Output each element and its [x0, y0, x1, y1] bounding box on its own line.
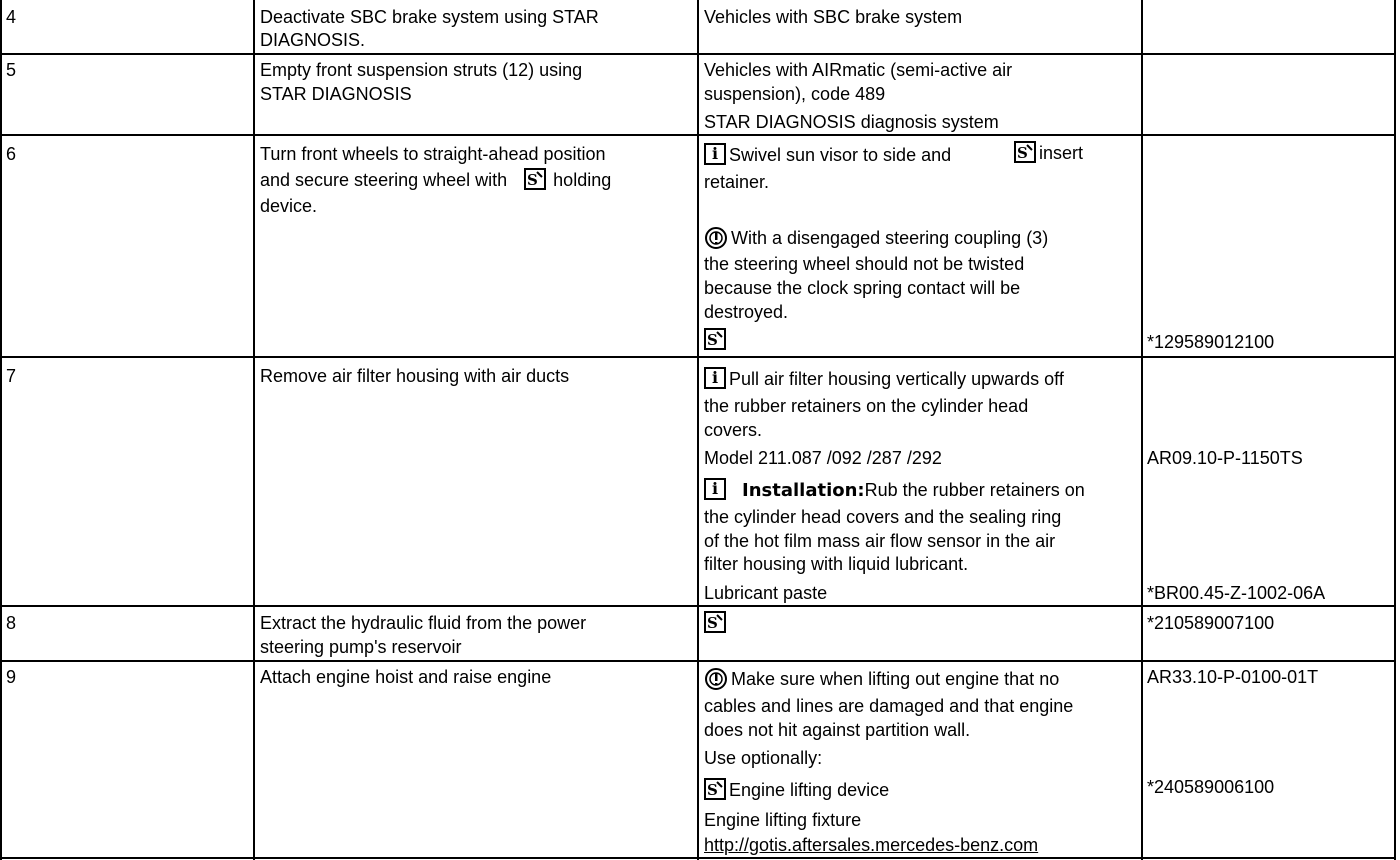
- operation-text: Deactivate SBC brake system using STAR: [260, 7, 599, 27]
- operation-text: STAR DIAGNOSIS: [260, 84, 412, 104]
- special-tool-icon: [1014, 141, 1036, 163]
- note-text: S Engine lifting device: [704, 778, 889, 802]
- reference-number: *129589012100: [1147, 332, 1275, 352]
- note-text: Engine lifting fixture: [704, 810, 862, 830]
- note-text: S insert: [1014, 141, 1083, 165]
- special-tool-icon: [524, 168, 546, 190]
- special-tool-icon: [704, 778, 726, 800]
- column-divider-2: [697, 0, 699, 860]
- operation-text: holding: [553, 170, 612, 190]
- operation-text: Empty front suspension struts (12) using: [260, 60, 583, 80]
- operation-text: Extract the hydraulic fluid from the power: [260, 613, 587, 633]
- operation-text: and secure steering wheel with: [260, 170, 508, 190]
- svg-text:S: S: [527, 171, 538, 189]
- info-icon: i: [704, 478, 726, 500]
- reference-number: *BR00.45-Z-1002-06A: [1147, 583, 1326, 603]
- row-divider: [0, 660, 1396, 662]
- step-number: 9: [6, 667, 17, 687]
- warning-icon: [704, 226, 728, 250]
- row-divider: [0, 605, 1396, 607]
- note-text: [704, 328, 729, 352]
- note-text: the rubber retainers on the cylinder head: [704, 396, 1029, 416]
- special-tool-icon: [704, 328, 726, 350]
- note-text: With a disengaged steering coupling (3): [704, 226, 1048, 250]
- step-number: 6: [6, 144, 17, 164]
- note-text: Vehicles with SBC brake system: [704, 7, 963, 27]
- step-number: 5: [6, 60, 17, 80]
- column-divider-3: [1141, 0, 1143, 860]
- step-number: 7: [6, 366, 17, 386]
- operation-text: device.: [260, 196, 318, 216]
- table-border-left: [0, 0, 2, 860]
- special-tool-icon: [704, 611, 726, 633]
- note-text: i Installation:Rub the rubber retainers on: [704, 478, 1085, 503]
- svg-text:S: S: [707, 614, 718, 632]
- note-text: filter housing with liquid lubricant.: [704, 554, 969, 574]
- note-text: covers.: [704, 420, 763, 440]
- note-text: destroyed.: [704, 302, 789, 322]
- note-text: i Pull air filter housing vertically upwards off: [704, 367, 1064, 391]
- info-icon: i: [704, 367, 726, 389]
- note-text: Lubricant paste: [704, 583, 828, 603]
- note-text: Make sure when lifting out engine that no: [704, 667, 1059, 691]
- operation-text: Turn front wheels to straight-ahead position: [260, 144, 606, 164]
- info-icon: i: [704, 143, 726, 165]
- reference-number: *210589007100: [1147, 613, 1275, 633]
- operation-text: DIAGNOSIS.: [260, 30, 366, 50]
- note-text: Use optionally:: [704, 748, 823, 768]
- operation-text: steering pump's reservoir: [260, 637, 462, 657]
- note-text: of the hot film mass air flow sensor in the air: [704, 531, 1056, 551]
- note-text: i Swivel sun visor to side and: [704, 143, 951, 167]
- column-divider-1: [253, 0, 255, 860]
- svg-text:S: S: [707, 331, 718, 349]
- row-divider: [0, 53, 1396, 55]
- step-number: 4: [6, 7, 17, 27]
- operation-text: [260, 168, 611, 192]
- note-text: the cylinder head covers and the sealing ring: [704, 507, 1062, 527]
- step-number: 8: [6, 613, 17, 633]
- note-text: because the clock spring contact will be: [704, 278, 1021, 298]
- reference-number: AR09.10-P-1150TS: [1147, 448, 1303, 468]
- table-border-right: [1394, 0, 1396, 860]
- note-text: suspension), code 489: [704, 84, 886, 104]
- operation-text: Remove air filter housing with air ducts: [260, 366, 570, 386]
- reference-number: *240589006100: [1147, 777, 1275, 797]
- aftersales-link[interactable]: http://gotis.aftersales.mercedes-benz.com: [704, 835, 1039, 855]
- note-text: Model 211.087 /092 /287 /292: [704, 448, 942, 468]
- warning-icon: [704, 667, 728, 691]
- row-divider: [0, 356, 1396, 358]
- installation-label: Installation:: [742, 480, 865, 501]
- svg-text:S: S: [707, 781, 718, 799]
- note-text: Vehicles with AIRmatic (semi-active air: [704, 60, 1013, 80]
- reference-number: AR33.10-P-0100-01T: [1147, 667, 1319, 687]
- svg-text:S: S: [1017, 144, 1028, 162]
- note-text: cables and lines are damaged and that engine: [704, 696, 1074, 716]
- row-divider: [0, 134, 1396, 136]
- note-text: STAR DIAGNOSIS diagnosis system: [704, 112, 999, 132]
- note-text: the steering wheel should not be twisted: [704, 254, 1025, 274]
- note-text: retainer.: [704, 172, 770, 192]
- table-border-bottom: [0, 857, 1396, 859]
- operation-text: Attach engine hoist and raise engine: [260, 667, 552, 687]
- note-text: [704, 611, 729, 635]
- note-text: does not hit against partition wall.: [704, 720, 971, 740]
